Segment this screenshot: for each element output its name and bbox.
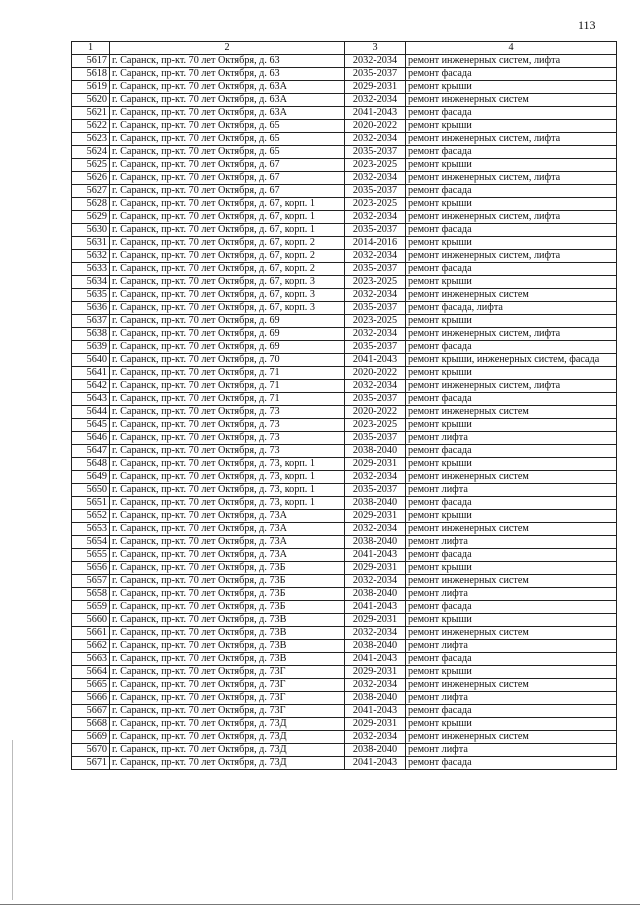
table-row	[72, 94, 617, 107]
work-type-cell: ремонт крыши, инженерных систем, фасада	[406, 354, 617, 367]
address-cell: г. Саранск, пр-кт. 70 лет Октября, д. 71	[110, 393, 345, 406]
address-cell: г. Саранск, пр-кт. 70 лет Октября, д. 73	[110, 419, 345, 432]
work-type-cell: ремонт лифта	[406, 744, 617, 757]
address-cell: г. Саранск, пр-кт. 70 лет Октября, д. 71	[110, 367, 345, 380]
table-row	[72, 198, 617, 211]
period-cell: 2032-2034	[345, 250, 406, 263]
table-row	[72, 614, 617, 627]
address-cell: г. Саранск, пр-кт. 70 лет Октября, д. 63А	[110, 81, 345, 94]
table-row	[72, 601, 617, 614]
period-cell: 2041-2043	[345, 757, 406, 770]
address-cell: г. Саранск, пр-кт. 70 лет Октября, д. 73Г	[110, 705, 345, 718]
row-number-cell: 5659	[72, 601, 110, 614]
row-number-cell: 5658	[72, 588, 110, 601]
work-type-cell: ремонт инженерных систем	[406, 731, 617, 744]
table-row	[72, 81, 617, 94]
row-number-cell: 5641	[72, 367, 110, 380]
address-cell: г. Саранск, пр-кт. 70 лет Октября, д. 65	[110, 146, 345, 159]
work-type-cell: ремонт инженерных систем	[406, 523, 617, 536]
row-number-cell: 5628	[72, 198, 110, 211]
address-cell: г. Саранск, пр-кт. 70 лет Октября, д. 73, корп. 1	[110, 471, 345, 484]
address-cell: г. Саранск, пр-кт. 70 лет Октября, д. 63	[110, 68, 345, 81]
address-cell: г. Саранск, пр-кт. 70 лет Октября, д. 73, корп. 1	[110, 484, 345, 497]
row-number-cell: 5653	[72, 523, 110, 536]
work-type-cell: ремонт фасада	[406, 445, 617, 458]
work-type-cell: ремонт крыши	[406, 510, 617, 523]
address-cell: г. Саранск, пр-кт. 70 лет Октября, д. 73Д	[110, 731, 345, 744]
work-type-cell: ремонт инженерных систем	[406, 289, 617, 302]
table-row	[72, 627, 617, 640]
period-cell: 2029-2031	[345, 81, 406, 94]
period-cell: 2023-2025	[345, 159, 406, 172]
period-cell: 2041-2043	[345, 705, 406, 718]
work-type-cell: ремонт фасада	[406, 185, 617, 198]
row-number-cell: 5654	[72, 536, 110, 549]
row-number-cell: 5638	[72, 328, 110, 341]
row-number-cell: 5651	[72, 497, 110, 510]
period-cell: 2032-2034	[345, 94, 406, 107]
address-cell: г. Саранск, пр-кт. 70 лет Октября, д. 73Б	[110, 601, 345, 614]
period-cell: 2041-2043	[345, 653, 406, 666]
table-row	[72, 315, 617, 328]
work-type-cell: ремонт фасада	[406, 224, 617, 237]
period-cell: 2029-2031	[345, 614, 406, 627]
table-row	[72, 432, 617, 445]
row-number-cell: 5655	[72, 549, 110, 562]
row-number-cell: 5669	[72, 731, 110, 744]
table-row	[72, 341, 617, 354]
address-cell: г. Саранск, пр-кт. 70 лет Октября, д. 67, корп. 3	[110, 302, 345, 315]
table-row	[72, 484, 617, 497]
period-cell: 2032-2034	[345, 679, 406, 692]
row-number-cell: 5648	[72, 458, 110, 471]
table-row	[72, 211, 617, 224]
row-number-cell: 5646	[72, 432, 110, 445]
period-cell: 2029-2031	[345, 458, 406, 471]
period-cell: 2020-2022	[345, 367, 406, 380]
work-type-cell: ремонт инженерных систем	[406, 406, 617, 419]
row-number-cell: 5637	[72, 315, 110, 328]
period-cell: 2032-2034	[345, 627, 406, 640]
table-row	[72, 692, 617, 705]
table-row	[72, 354, 617, 367]
period-cell: 2032-2034	[345, 731, 406, 744]
work-type-cell: ремонт лифта	[406, 432, 617, 445]
column-header-address: 2	[110, 42, 345, 55]
address-cell: г. Саранск, пр-кт. 70 лет Октября, д. 67, корп. 3	[110, 276, 345, 289]
row-number-cell: 5647	[72, 445, 110, 458]
address-cell: г. Саранск, пр-кт. 70 лет Октября, д. 73Г	[110, 692, 345, 705]
table-row	[72, 133, 617, 146]
work-type-cell: ремонт фасада	[406, 341, 617, 354]
work-type-cell: ремонт инженерных систем, лифта	[406, 380, 617, 393]
address-cell: г. Саранск, пр-кт. 70 лет Октября, д. 73В	[110, 627, 345, 640]
period-cell: 2038-2040	[345, 497, 406, 510]
table-row	[72, 653, 617, 666]
column-header-number: 1	[72, 42, 110, 55]
work-schedule-table	[71, 41, 617, 770]
period-cell: 2023-2025	[345, 315, 406, 328]
work-type-cell: ремонт фасада	[406, 757, 617, 770]
period-cell: 2038-2040	[345, 744, 406, 757]
work-type-cell: ремонт крыши	[406, 718, 617, 731]
row-number-cell: 5636	[72, 302, 110, 315]
address-cell: г. Саранск, пр-кт. 70 лет Октября, д. 70	[110, 354, 345, 367]
work-type-cell: ремонт фасада	[406, 68, 617, 81]
work-type-cell: ремонт крыши	[406, 562, 617, 575]
row-number-cell: 5630	[72, 224, 110, 237]
address-cell: г. Саранск, пр-кт. 70 лет Октября, д. 73Д	[110, 757, 345, 770]
address-cell: г. Саранск, пр-кт. 70 лет Октября, д. 73Г	[110, 666, 345, 679]
period-cell: 2020-2022	[345, 406, 406, 419]
table-row	[72, 510, 617, 523]
row-number-cell: 5629	[72, 211, 110, 224]
work-type-cell: ремонт лифта	[406, 536, 617, 549]
address-cell: г. Саранск, пр-кт. 70 лет Октября, д. 67, корп. 2	[110, 237, 345, 250]
period-cell: 2029-2031	[345, 718, 406, 731]
table-header-row	[72, 42, 617, 55]
column-header-period: 3	[345, 42, 406, 55]
period-cell: 2035-2037	[345, 484, 406, 497]
work-type-cell: ремонт фасада	[406, 653, 617, 666]
table-row	[72, 302, 617, 315]
page-number: 113	[578, 18, 596, 32]
row-number-cell: 5644	[72, 406, 110, 419]
period-cell: 2032-2034	[345, 575, 406, 588]
work-type-cell: ремонт инженерных систем, лифта	[406, 328, 617, 341]
row-number-cell: 5639	[72, 341, 110, 354]
address-cell: г. Саранск, пр-кт. 70 лет Октября, д. 73Д	[110, 718, 345, 731]
table-row	[72, 458, 617, 471]
work-type-cell: ремонт лифта	[406, 640, 617, 653]
row-number-cell: 5617	[72, 55, 110, 68]
address-cell: г. Саранск, пр-кт. 70 лет Октября, д. 73Д	[110, 744, 345, 757]
work-type-cell: ремонт фасада, лифта	[406, 302, 617, 315]
period-cell: 2032-2034	[345, 523, 406, 536]
period-cell: 2032-2034	[345, 211, 406, 224]
row-number-cell: 5652	[72, 510, 110, 523]
work-type-cell: ремонт крыши	[406, 367, 617, 380]
period-cell: 2020-2022	[345, 120, 406, 133]
table-row	[72, 146, 617, 159]
period-cell: 2023-2025	[345, 419, 406, 432]
address-cell: г. Саранск, пр-кт. 70 лет Октября, д. 73А	[110, 536, 345, 549]
address-cell: г. Саранск, пр-кт. 70 лет Октября, д. 67, корп. 2	[110, 250, 345, 263]
work-type-cell: ремонт лифта	[406, 484, 617, 497]
table-row	[72, 744, 617, 757]
table-row	[72, 250, 617, 263]
table-row	[72, 471, 617, 484]
address-cell: г. Саранск, пр-кт. 70 лет Октября, д. 67, корп. 1	[110, 198, 345, 211]
row-number-cell: 5650	[72, 484, 110, 497]
work-type-cell: ремонт лифта	[406, 692, 617, 705]
address-cell: г. Саранск, пр-кт. 70 лет Октября, д. 63А	[110, 94, 345, 107]
work-type-cell: ремонт инженерных систем	[406, 679, 617, 692]
row-number-cell: 5656	[72, 562, 110, 575]
table-row	[72, 393, 617, 406]
work-type-cell: ремонт инженерных систем	[406, 94, 617, 107]
period-cell: 2032-2034	[345, 55, 406, 68]
table-row	[72, 263, 617, 276]
period-cell: 2029-2031	[345, 666, 406, 679]
work-type-cell: ремонт крыши	[406, 276, 617, 289]
address-cell: г. Саранск, пр-кт. 70 лет Октября, д. 63	[110, 55, 345, 68]
row-number-cell: 5626	[72, 172, 110, 185]
table-row	[72, 523, 617, 536]
row-number-cell: 5640	[72, 354, 110, 367]
period-cell: 2041-2043	[345, 601, 406, 614]
table-row	[72, 380, 617, 393]
row-number-cell: 5621	[72, 107, 110, 120]
address-cell: г. Саранск, пр-кт. 70 лет Октября, д. 73Б	[110, 588, 345, 601]
period-cell: 2041-2043	[345, 354, 406, 367]
address-cell: г. Саранск, пр-кт. 70 лет Октября, д. 65	[110, 120, 345, 133]
row-number-cell: 5661	[72, 627, 110, 640]
address-cell: г. Саранск, пр-кт. 70 лет Октября, д. 67	[110, 159, 345, 172]
table-row	[72, 575, 617, 588]
table-row	[72, 679, 617, 692]
row-number-cell: 5663	[72, 653, 110, 666]
work-type-cell: ремонт инженерных систем, лифта	[406, 133, 617, 146]
address-cell: г. Саранск, пр-кт. 70 лет Октября, д. 63А	[110, 107, 345, 120]
address-cell: г. Саранск, пр-кт. 70 лет Октября, д. 69	[110, 315, 345, 328]
table-row	[72, 705, 617, 718]
table-row	[72, 276, 617, 289]
work-type-cell: ремонт фасада	[406, 107, 617, 120]
period-cell: 2032-2034	[345, 133, 406, 146]
period-cell: 2041-2043	[345, 549, 406, 562]
period-cell: 2029-2031	[345, 510, 406, 523]
row-number-cell: 5643	[72, 393, 110, 406]
address-cell: г. Саранск, пр-кт. 70 лет Октября, д. 73В	[110, 640, 345, 653]
row-number-cell: 5619	[72, 81, 110, 94]
table-row	[72, 185, 617, 198]
period-cell: 2032-2034	[345, 471, 406, 484]
address-cell: г. Саранск, пр-кт. 70 лет Октября, д. 73Б	[110, 575, 345, 588]
row-number-cell: 5633	[72, 263, 110, 276]
address-cell: г. Саранск, пр-кт. 70 лет Октября, д. 73В	[110, 653, 345, 666]
table-row	[72, 289, 617, 302]
table-row	[72, 159, 617, 172]
address-cell: г. Саранск, пр-кт. 70 лет Октября, д. 67, корп. 2	[110, 263, 345, 276]
table-row	[72, 419, 617, 432]
work-type-cell: ремонт фасада	[406, 393, 617, 406]
table-row	[72, 224, 617, 237]
row-number-cell: 5624	[72, 146, 110, 159]
address-cell: г. Саранск, пр-кт. 70 лет Октября, д. 73, корп. 1	[110, 497, 345, 510]
period-cell: 2032-2034	[345, 328, 406, 341]
row-number-cell: 5623	[72, 133, 110, 146]
address-cell: г. Саранск, пр-кт. 70 лет Октября, д. 67	[110, 185, 345, 198]
work-type-cell: ремонт инженерных систем, лифта	[406, 55, 617, 68]
table-row	[72, 757, 617, 770]
work-type-cell: ремонт инженерных систем, лифта	[406, 172, 617, 185]
work-type-cell: ремонт крыши	[406, 159, 617, 172]
table-row	[72, 107, 617, 120]
table-row	[72, 549, 617, 562]
period-cell: 2032-2034	[345, 172, 406, 185]
work-type-cell: ремонт фасада	[406, 146, 617, 159]
period-cell: 2035-2037	[345, 146, 406, 159]
period-cell: 2035-2037	[345, 224, 406, 237]
address-cell: г. Саранск, пр-кт. 70 лет Октября, д. 69	[110, 341, 345, 354]
row-number-cell: 5662	[72, 640, 110, 653]
row-number-cell: 5668	[72, 718, 110, 731]
period-cell: 2029-2031	[345, 562, 406, 575]
period-cell: 2035-2037	[345, 341, 406, 354]
work-type-cell: ремонт крыши	[406, 237, 617, 250]
work-type-cell: ремонт крыши	[406, 458, 617, 471]
table-row	[72, 68, 617, 81]
row-number-cell: 5618	[72, 68, 110, 81]
period-cell: 2035-2037	[345, 432, 406, 445]
row-number-cell: 5627	[72, 185, 110, 198]
address-cell: г. Саранск, пр-кт. 70 лет Октября, д. 73	[110, 406, 345, 419]
address-cell: г. Саранск, пр-кт. 70 лет Октября, д. 73	[110, 445, 345, 458]
address-cell: г. Саранск, пр-кт. 70 лет Октября, д. 71	[110, 380, 345, 393]
table-row	[72, 55, 617, 68]
table-row	[72, 120, 617, 133]
address-cell: г. Саранск, пр-кт. 70 лет Октября, д. 73А	[110, 510, 345, 523]
table-row	[72, 718, 617, 731]
work-type-cell: ремонт инженерных систем, лифта	[406, 211, 617, 224]
period-cell: 2038-2040	[345, 640, 406, 653]
work-type-cell: ремонт фасада	[406, 601, 617, 614]
row-number-cell: 5620	[72, 94, 110, 107]
work-type-cell: ремонт инженерных систем	[406, 627, 617, 640]
work-type-cell: ремонт фасада	[406, 705, 617, 718]
period-cell: 2035-2037	[345, 68, 406, 81]
table-row	[72, 237, 617, 250]
address-cell: г. Саранск, пр-кт. 70 лет Октября, д. 67, корп. 3	[110, 289, 345, 302]
row-number-cell: 5642	[72, 380, 110, 393]
period-cell: 2032-2034	[345, 380, 406, 393]
table-row	[72, 562, 617, 575]
column-header-work-type: 4	[406, 42, 617, 55]
address-cell: г. Саранск, пр-кт. 70 лет Октября, д. 73А	[110, 549, 345, 562]
address-cell: г. Саранск, пр-кт. 70 лет Октября, д. 73Г	[110, 679, 345, 692]
table-row	[72, 731, 617, 744]
work-type-cell: ремонт инженерных систем, лифта	[406, 250, 617, 263]
period-cell: 2038-2040	[345, 588, 406, 601]
period-cell: 2035-2037	[345, 263, 406, 276]
row-number-cell: 5649	[72, 471, 110, 484]
table-row	[72, 367, 617, 380]
row-number-cell: 5632	[72, 250, 110, 263]
table-row	[72, 536, 617, 549]
row-number-cell: 5660	[72, 614, 110, 627]
work-type-cell: ремонт крыши	[406, 120, 617, 133]
period-cell: 2038-2040	[345, 692, 406, 705]
table-row	[72, 445, 617, 458]
row-number-cell: 5622	[72, 120, 110, 133]
work-type-cell: ремонт лифта	[406, 588, 617, 601]
row-number-cell: 5666	[72, 692, 110, 705]
table-row	[72, 588, 617, 601]
work-type-cell: ремонт крыши	[406, 81, 617, 94]
table-row	[72, 172, 617, 185]
row-number-cell: 5634	[72, 276, 110, 289]
period-cell: 2041-2043	[345, 107, 406, 120]
period-cell: 2032-2034	[345, 289, 406, 302]
row-number-cell: 5671	[72, 757, 110, 770]
address-cell: г. Саранск, пр-кт. 70 лет Октября, д. 67, корп. 1	[110, 224, 345, 237]
period-cell: 2035-2037	[345, 302, 406, 315]
work-type-cell: ремонт фасада	[406, 497, 617, 510]
work-type-cell: ремонт инженерных систем	[406, 575, 617, 588]
period-cell: 2014-2016	[345, 237, 406, 250]
row-number-cell: 5645	[72, 419, 110, 432]
row-number-cell: 5631	[72, 237, 110, 250]
row-number-cell: 5665	[72, 679, 110, 692]
work-type-cell: ремонт крыши	[406, 315, 617, 328]
period-cell: 2035-2037	[345, 393, 406, 406]
row-number-cell: 5667	[72, 705, 110, 718]
period-cell: 2023-2025	[345, 198, 406, 211]
work-type-cell: ремонт крыши	[406, 614, 617, 627]
table-row	[72, 328, 617, 341]
scan-left-edge	[12, 740, 13, 900]
table-row	[72, 640, 617, 653]
period-cell: 2023-2025	[345, 276, 406, 289]
address-cell: г. Саранск, пр-кт. 70 лет Октября, д. 73А	[110, 523, 345, 536]
work-type-cell: ремонт фасада	[406, 263, 617, 276]
period-cell: 2038-2040	[345, 445, 406, 458]
row-number-cell: 5664	[72, 666, 110, 679]
address-cell: г. Саранск, пр-кт. 70 лет Октября, д. 69	[110, 328, 345, 341]
address-cell: г. Саранск, пр-кт. 70 лет Октября, д. 67	[110, 172, 345, 185]
table-row	[72, 666, 617, 679]
work-type-cell: ремонт крыши	[406, 419, 617, 432]
address-cell: г. Саранск, пр-кт. 70 лет Октября, д. 73Б	[110, 562, 345, 575]
period-cell: 2038-2040	[345, 536, 406, 549]
address-cell: г. Саранск, пр-кт. 70 лет Октября, д. 73	[110, 432, 345, 445]
table-body	[72, 55, 617, 770]
work-type-cell: ремонт крыши	[406, 198, 617, 211]
row-number-cell: 5670	[72, 744, 110, 757]
work-type-cell: ремонт инженерных систем	[406, 471, 617, 484]
period-cell: 2035-2037	[345, 185, 406, 198]
address-cell: г. Саранск, пр-кт. 70 лет Октября, д. 65	[110, 133, 345, 146]
row-number-cell: 5657	[72, 575, 110, 588]
work-type-cell: ремонт фасада	[406, 549, 617, 562]
address-cell: г. Саранск, пр-кт. 70 лет Октября, д. 73, корп. 1	[110, 458, 345, 471]
table-row	[72, 497, 617, 510]
row-number-cell: 5635	[72, 289, 110, 302]
row-number-cell: 5625	[72, 159, 110, 172]
work-type-cell: ремонт крыши	[406, 666, 617, 679]
address-cell: г. Саранск, пр-кт. 70 лет Октября, д. 73В	[110, 614, 345, 627]
table-row	[72, 406, 617, 419]
address-cell: г. Саранск, пр-кт. 70 лет Октября, д. 67, корп. 1	[110, 211, 345, 224]
